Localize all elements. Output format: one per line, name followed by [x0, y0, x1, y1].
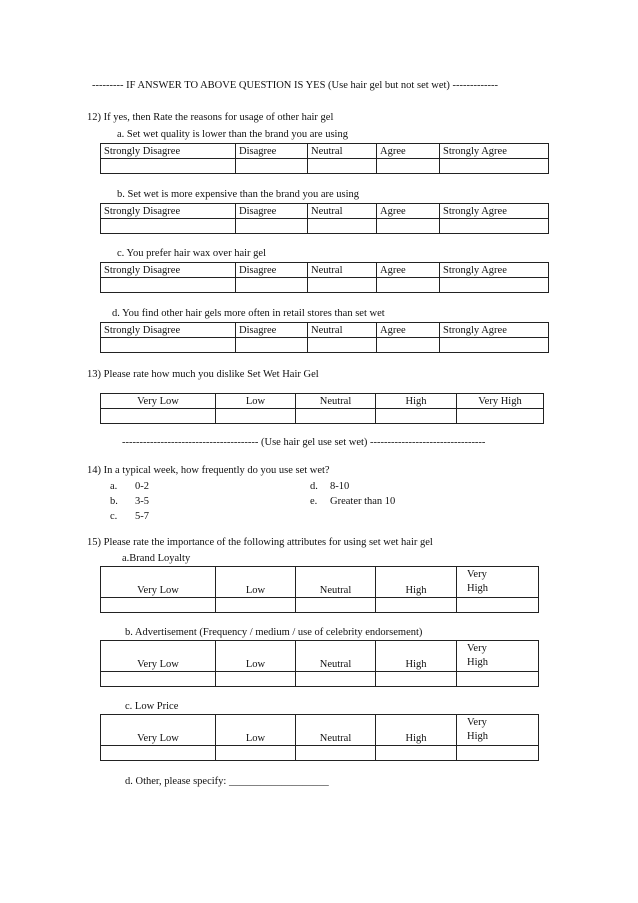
scale-strongly-disagree: Strongly Disagree [101, 323, 236, 338]
answer-cell[interactable] [236, 159, 308, 174]
question-13-title: 13) Please rate how much you dislike Set Wet Hair Gel [87, 369, 319, 380]
answer-cell[interactable] [440, 159, 549, 174]
answer-row[interactable] [101, 278, 549, 293]
answer-cell[interactable] [236, 338, 308, 353]
question-15-title: 15) Please rate the importance of the following attributes for using set wet hair gel [87, 537, 433, 548]
scale-high: High [376, 567, 457, 598]
scale-header-row [101, 641, 539, 672]
scale-very-high: Very High [457, 394, 544, 409]
scale-header-row [101, 144, 549, 159]
scale-agree: Agree [377, 323, 440, 338]
scale-very-high-bottom: High [467, 657, 488, 668]
answer-cell[interactable] [101, 746, 216, 761]
answer-cell[interactable] [440, 278, 549, 293]
scale-high: High [376, 715, 457, 746]
scale-strongly-agree: Strongly Agree [440, 263, 549, 278]
answer-cell[interactable] [457, 409, 544, 424]
scale-header-row [101, 567, 539, 598]
scale-neutral: Neutral [296, 641, 376, 672]
scale-very-low: Very Low [101, 567, 216, 598]
scale-strongly-agree: Strongly Agree [440, 323, 549, 338]
answer-cell[interactable] [308, 338, 377, 353]
scale-very-high [457, 641, 539, 672]
q13-rating-table [100, 393, 544, 424]
answer-cell[interactable] [376, 672, 457, 687]
q14-option-b[interactable]: 3-5 [135, 496, 149, 507]
scale-neutral: Neutral [308, 323, 377, 338]
answer-row[interactable] [101, 746, 539, 761]
q12-item-a: a. Set wet quality is lower than the brand you are using [117, 129, 348, 140]
answer-cell[interactable] [296, 746, 376, 761]
answer-cell[interactable] [101, 278, 236, 293]
scale-agree: Agree [377, 263, 440, 278]
q12-item-d: d. You find other hair gels more often in retail stores than set wet [112, 308, 385, 319]
scale-strongly-agree: Strongly Agree [440, 204, 549, 219]
answer-row[interactable] [101, 409, 544, 424]
answer-cell[interactable] [296, 598, 376, 613]
scale-strongly-agree: Strongly Agree [440, 144, 549, 159]
scale-very-low: Very Low [101, 641, 216, 672]
answer-row[interactable] [101, 672, 539, 687]
q15-item-d-other[interactable]: d. Other, please specify: ___________________ [125, 776, 329, 787]
q12-a-rating-table [100, 143, 549, 174]
answer-cell[interactable] [236, 219, 308, 234]
scale-disagree: Disagree [236, 204, 308, 219]
scale-agree: Agree [377, 204, 440, 219]
scale-low: Low [216, 567, 296, 598]
q14-option-c[interactable]: 5-7 [135, 511, 149, 522]
answer-cell[interactable] [308, 219, 377, 234]
answer-cell[interactable] [296, 672, 376, 687]
scale-neutral: Neutral [308, 204, 377, 219]
q14-option-c-letter: c. [110, 511, 118, 522]
q15-item-c: c. Low Price [125, 701, 179, 712]
q14-option-a-letter: a. [110, 481, 118, 492]
answer-cell[interactable] [377, 338, 440, 353]
answer-cell[interactable] [376, 746, 457, 761]
section-banner-mid: --------------------------------------- (Use hair gel use set wet) --------------------------------- [122, 437, 486, 448]
scale-disagree: Disagree [236, 323, 308, 338]
q15-a-rating-table [100, 566, 539, 613]
answer-cell[interactable] [296, 409, 376, 424]
answer-cell[interactable] [440, 338, 549, 353]
scale-header-row [101, 394, 544, 409]
scale-header-row [101, 263, 549, 278]
scale-strongly-disagree: Strongly Disagree [101, 144, 236, 159]
answer-row[interactable] [101, 338, 549, 353]
q14-option-e[interactable]: Greater than 10 [330, 496, 396, 507]
scale-neutral: Neutral [296, 567, 376, 598]
scale-agree: Agree [377, 144, 440, 159]
scale-high: High [376, 394, 457, 409]
q14-option-d[interactable]: 8-10 [330, 481, 350, 492]
scale-strongly-disagree: Strongly Disagree [101, 204, 236, 219]
answer-row[interactable] [101, 219, 549, 234]
answer-cell[interactable] [440, 219, 549, 234]
q12-item-b: b. Set wet is more expensive than the brand you are using [117, 189, 360, 200]
q12-c-rating-table [100, 262, 549, 293]
answer-cell[interactable] [216, 672, 296, 687]
scale-high: High [376, 641, 457, 672]
scale-header-row [101, 204, 549, 219]
q15-b-rating-table [100, 640, 539, 687]
answer-cell[interactable] [101, 219, 236, 234]
scale-neutral: Neutral [308, 144, 377, 159]
question-12-title: 12) If yes, then Rate the reasons for usage of other hair gel [87, 112, 334, 123]
q14-option-b-letter: b. [110, 496, 118, 507]
answer-cell[interactable] [377, 159, 440, 174]
q12-b-rating-table [100, 203, 549, 234]
q14-option-a[interactable]: 0-2 [135, 481, 149, 492]
answer-cell[interactable] [377, 278, 440, 293]
answer-cell[interactable] [216, 598, 296, 613]
answer-cell[interactable] [457, 746, 539, 761]
scale-very-high-top: Very [467, 569, 487, 580]
scale-very-high-bottom: High [467, 731, 488, 742]
answer-cell[interactable] [376, 409, 457, 424]
scale-neutral: Neutral [296, 715, 376, 746]
answer-cell[interactable] [457, 598, 539, 613]
answer-cell[interactable] [101, 672, 216, 687]
answer-row[interactable] [101, 598, 539, 613]
scale-neutral: Neutral [308, 263, 377, 278]
scale-very-low: Very Low [101, 715, 216, 746]
answer-cell[interactable] [308, 278, 377, 293]
scale-disagree: Disagree [236, 263, 308, 278]
q15-item-a: a.Brand Loyalty [122, 553, 191, 564]
answer-cell[interactable] [376, 598, 457, 613]
question-14-title: 14) In a typical week, how frequently do you use set wet? [87, 465, 330, 476]
q14-option-d-letter: d. [310, 481, 318, 492]
q12-item-c: c. You prefer hair wax over hair gel [117, 248, 266, 259]
answer-cell[interactable] [308, 159, 377, 174]
answer-cell[interactable] [101, 598, 216, 613]
answer-cell[interactable] [377, 219, 440, 234]
scale-very-high [457, 567, 539, 598]
answer-cell[interactable] [457, 672, 539, 687]
answer-cell[interactable] [101, 338, 236, 353]
answer-cell[interactable] [101, 159, 236, 174]
answer-cell[interactable] [216, 746, 296, 761]
scale-low: Low [216, 641, 296, 672]
scale-very-high [457, 715, 539, 746]
scale-very-high-bottom: High [467, 583, 488, 594]
answer-cell[interactable] [101, 409, 216, 424]
scale-header-row [101, 715, 539, 746]
scale-neutral: Neutral [296, 394, 376, 409]
q14-option-e-letter: e. [310, 496, 318, 507]
answer-row[interactable] [101, 159, 549, 174]
q12-d-rating-table [100, 322, 549, 353]
q15-c-rating-table [100, 714, 539, 761]
scale-header-row [101, 323, 549, 338]
scale-very-high-top: Very [467, 643, 487, 654]
scale-very-high-top: Very [467, 717, 487, 728]
scale-low: Low [216, 394, 296, 409]
scale-disagree: Disagree [236, 144, 308, 159]
scale-low: Low [216, 715, 296, 746]
q15-item-b: b. Advertisement (Frequency / medium / use of celebrity endorsement) [125, 627, 423, 638]
section-banner-top: --------- IF ANSWER TO ABOVE QUESTION IS YES (Use hair gel but not set wet) ------------- [92, 80, 499, 91]
answer-cell[interactable] [236, 278, 308, 293]
scale-very-low: Very Low [101, 394, 216, 409]
answer-cell[interactable] [216, 409, 296, 424]
scale-strongly-disagree: Strongly Disagree [101, 263, 236, 278]
